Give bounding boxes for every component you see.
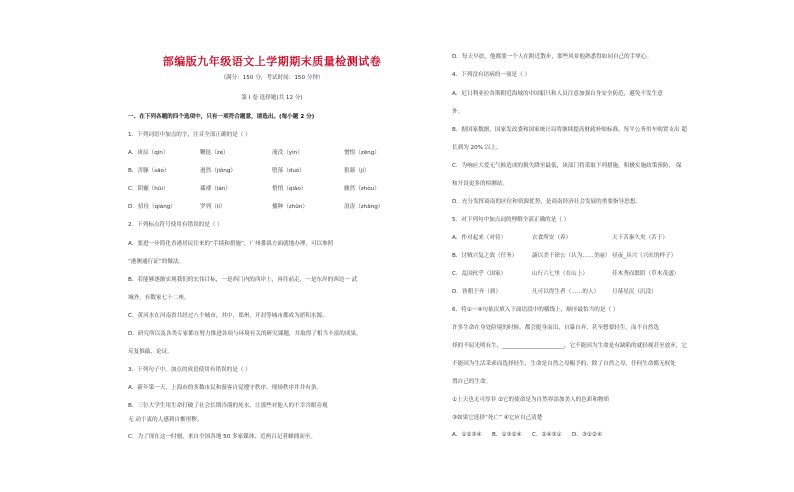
q1-option: 播种（zhǔn）: [272, 204, 308, 210]
q5-option: 天下苦秦久矣（苦于）: [612, 235, 668, 241]
q5-option: 諵以美于徐公（认为……美丽）: [532, 253, 611, 259]
question-6: 6．将①～④句依次填入下面语段中的横线上，顺序最恰当的是（ ）: [452, 307, 619, 313]
q4-line: D．充分发挥商南的区位和资源优势，是商南经济社会发展的重要指导思想。: [452, 199, 641, 205]
question-1: 1．下列词语中加点的字，注音全部正确的是（ ）: [128, 132, 251, 138]
q3-line: 无 动于衷的人感到自惭形秽。: [128, 417, 203, 423]
q6-passage-line: 置自己的生命。: [452, 379, 492, 385]
q3-option-d: D．每天早晨，他都要一个人在附近散步，那些风景他熟悉得如同自己的手掌心。: [452, 54, 653, 60]
q1-option: 骤然（zhòu）: [344, 186, 380, 192]
q2-line: “港澳通行证”的做法。: [128, 259, 185, 265]
q5-option: 昼夜_具兴（兴旺的样子）: [612, 253, 677, 259]
q6-passage-line: 许多生命在身处险境的时候，都会挺身而出，自暴自弃，甚至想要轻生。而不自然选: [452, 325, 659, 331]
q1-option: 浪涛（zhāng）: [344, 204, 384, 210]
q1-option-row: [128, 167, 416, 175]
q1-option: 憎恨（zēng）: [344, 150, 380, 156]
q5-option: 佳木秀而繁阴（草木茂盛）: [612, 271, 680, 277]
question-3: 3．下列句子中，加点的成语使用有错误的是（ ）: [128, 367, 251, 373]
q3-line: B．三位大学生用生命打破了社会长期冷漠的死水，让那些对他人的不幸冷眼旁观: [128, 403, 328, 409]
exam-subtitle: （满分：150 分，考试时间：150 分钟）: [220, 75, 324, 81]
q6-passage-line: 择的不屈光明有生，______________________，它不能因为生命是有缺陷的就轻视甚至放弃，它: [452, 343, 687, 349]
q1-option: 堕落（duò）: [272, 168, 305, 174]
q1-option-row: [128, 203, 416, 211]
q6-option: B．①③②④: [492, 432, 522, 438]
q5-option: 衣食所安（养）: [532, 235, 572, 241]
q3-line: A．新年第一天，上海市的多数市民和游客自觉遵守秩序，现场秩序井井有条。: [128, 385, 323, 391]
q1-option: 褴褛（lán）: [200, 186, 231, 192]
q4-line: 长到为 20% 以上。: [452, 145, 502, 151]
q6-option-row: [452, 431, 612, 439]
q5-option: 凡可以得生者（……的人）: [532, 289, 600, 295]
question-4: 4．下列没有语病的一项是（ ）: [452, 72, 531, 78]
exam-title: 部编版九年级语文上学期期末质量检测试卷: [162, 55, 382, 68]
q6-option: D．③①②④: [572, 432, 602, 438]
q4-line: B．据国家数据，国家发改委和国家统计局将继续提高财政补贴标准，每平公务用车购置支出 超: [452, 127, 687, 133]
q4-line: A．尼日利亚拉各斯附近海域的中国船只和人员注意加强自身安全防范，避免不发生意: [452, 91, 663, 97]
q5-option: 月落星沉（沉没）: [612, 289, 657, 295]
q1-option: C．阴霾（hūi）: [128, 186, 169, 192]
q6-option: A．①②③④: [452, 432, 482, 438]
q1-option-row: [128, 185, 416, 193]
q5-option-row: [452, 234, 692, 242]
section-heading: 一、在下列各题的四个选项中，只有一项符合题意，请选出。(每小题 2 分): [128, 114, 315, 120]
q2-line: D．研究所以及各类专家都在努力推进各项与环境有关的研究课题，并取得了相当丰富的成果，: [128, 331, 362, 337]
q6-passage-line: 不能因为生活采乖而选择轻生，生命是自然之母赐予的，除了自然之母，任何生命都无权处: [452, 361, 676, 367]
q1-option: 淹没（yìn）: [272, 150, 303, 156]
q6-option: C．②④③①: [532, 432, 562, 438]
q2-line: 城外，有数家七十二座。: [128, 295, 190, 301]
part-heading: 第 I 卷 选择题(共 12 分): [241, 95, 303, 101]
q5-option-row: [452, 252, 692, 260]
q1-option: 迥然（jiǒng）: [200, 168, 237, 174]
q5-option: 山行六七里（在山上）: [532, 271, 588, 277]
q1-option: 罗列（lí）: [200, 204, 226, 210]
q5-option-row: [452, 270, 692, 278]
q5-option: D．皆朝于齐（到）: [452, 289, 502, 295]
q5-option: B．讨贼兴复之效（任务）: [452, 253, 518, 259]
q2-line: A．要进一步简化香港居民往来的“手续和措施”，广州番禺方面就地办理，可以参照: [128, 241, 334, 247]
q6-item-line: ③如果它选择“死亡” ④它应自己清楚: [452, 415, 543, 421]
q4-line: 和开设更多的检测站。: [452, 181, 508, 187]
q5-option-row: [452, 288, 692, 296]
q1-option: 悄悄（qiǎo）: [272, 186, 307, 192]
q5-option: C．乱国伙乎（国家）: [452, 271, 507, 277]
q1-option: D．招待（qiáng）: [128, 204, 176, 210]
q4-line: 外。: [452, 109, 464, 115]
q2-line: 反复推敲、论证。: [128, 349, 173, 355]
q1-option-row: [128, 149, 416, 157]
q4-line: C．为响应大爱无气候造成的损失降至最低，该部门将采取下列措施，积极实施政策预防， 保: [452, 163, 682, 169]
question-2: 2．下列标点符号使用有错误的是（ ）: [128, 222, 223, 228]
q1-option: A．庚辰（qín）: [128, 150, 169, 156]
q6-item-line: ①上天也无可厚非 ②它的使命是为自然界添加美人的色彩和物质: [452, 397, 610, 403]
q2-line: B．若能够逐渐实现我们的宏伟目标，一是西门内的西岸上，再往前走，一是东岸的西边一 武: [128, 277, 358, 283]
q1-option: B．害臊（sāo）: [128, 168, 170, 174]
q1-option: 狼藉（jí）: [344, 168, 370, 174]
q1-option: 鞭挞（zé）: [200, 150, 229, 156]
question-5: 5．对下列句中加点词的理解全部正确的是（ ）: [452, 217, 570, 223]
q5-option: A．作对起来（对待）: [452, 235, 507, 241]
q3-line: C．为了现在这一时刻，来自全国各地 50 多家媒体、近两百记者蜂拥而至。: [128, 434, 316, 440]
q2-line: C．黄河水在河南省共经过八个城市，其中，郑州，开封等城市都成为淤积水源。: [128, 313, 328, 319]
